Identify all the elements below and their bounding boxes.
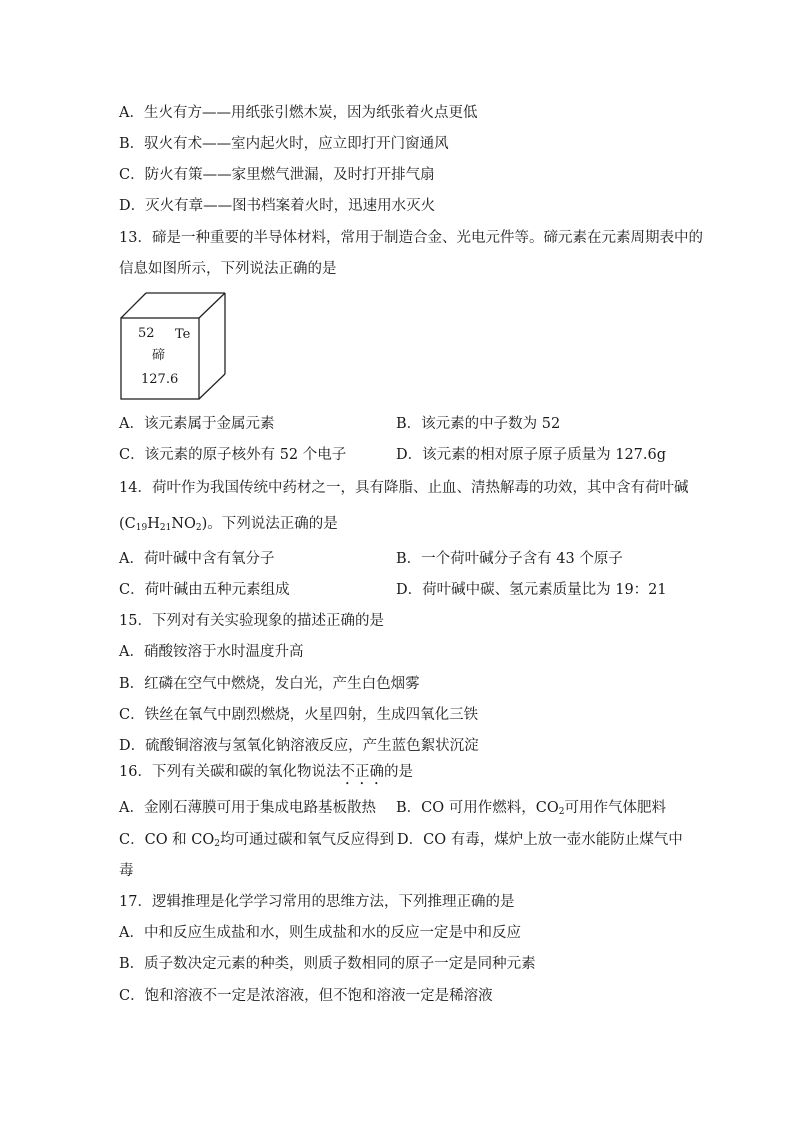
q12-option-a: A．生火有方——用纸张引燃木炭，因为纸张着火点更低 [119,105,478,121]
q17-option-b: B．质子数决定元素的种类，则质子数相同的原子一定是同种元素 [119,956,536,972]
q16-option-c: C．CO 和 $CO_2$均可通过碳和氧气反应得到 [119,832,395,849]
q13-option-c: C．该元素的原子核外有 52 个电子 [119,447,347,463]
q17-stem: 17．逻辑推理是化学学习常用的思维方法，下列推理正确的是 [119,894,515,910]
q15-option-b: B．红磷在空气中燃烧，发白光，产生白色烟雾 [119,676,420,692]
q13-stem-line1: 13．碲是一种重要的半导体材料，常用于制造合金、光电元件等。碲元素在元素周期表中的 [119,230,703,246]
periodic-table-cell-figure [118,290,230,402]
q15-option-d: D．硫酸铜溶液与氢氧化钠溶液反应，产生蓝色絮状沉淀 [119,738,479,754]
q15-stem: 15．下列对有关实验现象的描述正确的是 [119,613,384,629]
q13-option-b: B．该元素的中子数为 52 [396,416,561,432]
q15-option-a: A．硝酸铵溶于水时温度升高 [119,644,304,660]
q16-option-b: B．CO 可用作燃料，$CO_2$可用作气体肥料 [396,800,666,817]
q14-option-c: C．荷叶碱由五种元素组成 [119,582,290,598]
atomic-mass: 127.6 [141,372,179,387]
q12-option-d: D．灭火有章——图书档案着火时，迅速用水灭火 [119,198,436,214]
q14-option-a: A．荷叶碱中含有氧分子 [119,551,275,567]
element-symbol: Te [175,327,191,342]
atomic-number: 52 [138,326,155,341]
q17-option-c: C．饱和溶液不一定是浓溶液，但不饱和溶液一定是稀溶液 [119,988,493,1004]
element-name: 碲 [152,348,166,363]
q13-option-d: D．该元素的相对原子原子质量为 127.6g [396,447,667,463]
q14-stem-line2: $(C_{19}H_{21}NO_2)$。下列说法正确的是 [119,516,338,533]
q14-option-d: D．荷叶碱中碳、氢元素质量比为 19：21 [396,582,667,598]
q16-option-d-continued: 毒 [119,863,134,879]
q12-option-c: C．防火有策——家里燃气泄漏，及时打开排气扇 [119,167,435,183]
q16-stem: 16．下列有关碳和碳的氧化物说法不正确的是 [119,764,413,780]
q13-option-a: A．该元素属于金属元素 [119,416,275,432]
q16-emphasis: 不正确 [340,764,384,780]
q14-option-b: B．一个荷叶碱分子含有 43 个原子 [396,551,623,567]
q16-option-d: D．CO 有毒，煤炉上放一壶水能防止煤气中 [397,832,683,848]
q13-stem-line2: 信息如图所示，下列说法正确的是 [119,261,337,277]
q17-option-a: A．中和反应生成盐和水，则生成盐和水的反应一定是中和反应 [119,925,521,941]
q12-option-b: B．驭火有术——室内起火时，应立即打开门窗通风 [119,136,449,152]
q14-stem-line1: 14．荷叶作为我国传统中药材之一，具有降脂、止血、清热解毒的功效，其中含有荷叶碱 [119,480,689,496]
q16-option-a: A．金刚石薄膜可用于集成电路基板散热 [119,800,376,816]
q15-option-c: C．铁丝在氧气中剧烈燃烧，火星四射，生成四氧化三铁 [119,707,479,723]
